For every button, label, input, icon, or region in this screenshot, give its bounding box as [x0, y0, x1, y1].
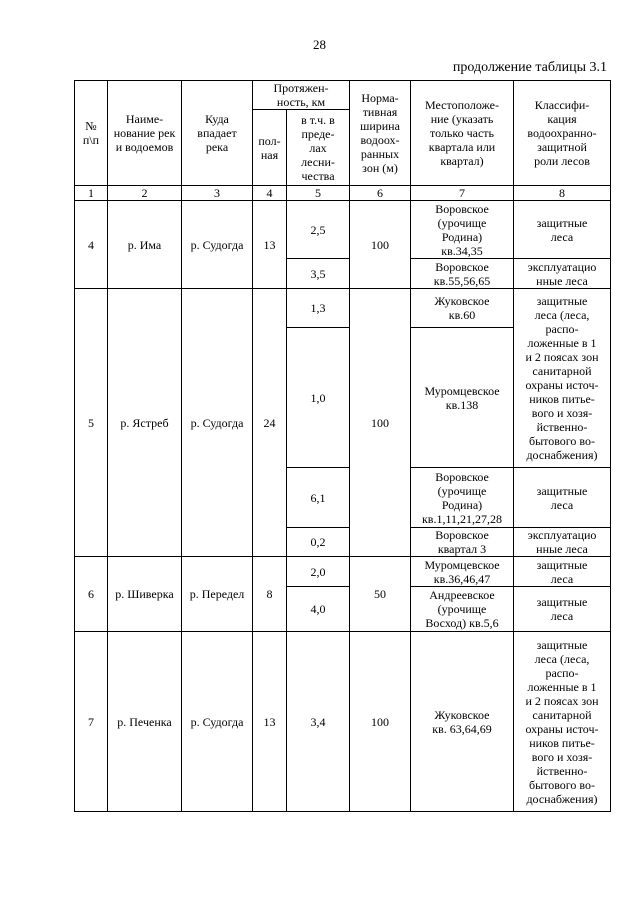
length-full: 13 — [253, 201, 287, 289]
column-number: 1 — [75, 186, 108, 201]
water-protection-table — [74, 80, 611, 812]
length-forestry: 6,1 — [287, 468, 350, 528]
column-number: 7 — [411, 186, 514, 201]
column-number: 5 — [287, 186, 350, 201]
river-name: р. Печенка — [108, 632, 182, 812]
location: Жуковское кв. 63,64,69 — [411, 632, 514, 812]
flows-into: р. Судогда — [182, 632, 253, 812]
table-continuation-label: продолжение таблицы 3.1 — [452, 60, 607, 75]
column-number: 4 — [253, 186, 287, 201]
length-forestry: 3,4 — [287, 632, 350, 812]
river-name: р. Има — [108, 201, 182, 289]
header-width: Норма- тивная ширина водоох- ранных зон (м) — [350, 81, 411, 186]
header-name: Наиме- нование рек и водоемов — [108, 81, 182, 186]
column-number: 2 — [108, 186, 182, 201]
table-row — [75, 632, 611, 812]
location: Воровское (урочище Родина) кв.1,11,21,27,28 — [411, 468, 514, 528]
header-num: № п\п — [75, 81, 108, 186]
location: Воровское квартал 3 — [411, 528, 514, 557]
zone-width: 100 — [350, 632, 411, 812]
zone-width: 50 — [350, 557, 411, 632]
classification: защитные леса (леса, распо- ложенные в 1 и 2 поясах зон санитарной охраны источ- ников питье- вого и хозя- йственно- бытового во- доснабжения) — [514, 632, 611, 812]
classification: защитные леса — [514, 201, 611, 259]
row-num: 5 — [75, 289, 108, 557]
zone-width: 100 — [350, 201, 411, 289]
table-row — [75, 557, 611, 587]
location: Андреевское (урочище Восход) кв.5,6 — [411, 587, 514, 632]
column-number-row — [75, 186, 611, 201]
length-forestry: 3,5 — [287, 259, 350, 289]
length-full: 8 — [253, 557, 287, 632]
row-num: 4 — [75, 201, 108, 289]
classification: защитные леса — [514, 557, 611, 587]
column-number: 6 — [350, 186, 411, 201]
length-forestry: 4,0 — [287, 587, 350, 632]
length-forestry: 0,2 — [287, 528, 350, 557]
location: Жуковское кв.60 — [411, 289, 514, 328]
header-location: Местоположе- ние (указать только часть квартала или квартал) — [411, 81, 514, 186]
location: Муромцевское кв.138 — [411, 328, 514, 468]
column-number: 8 — [514, 186, 611, 201]
flows-into: р. Судогда — [182, 201, 253, 289]
zone-width: 100 — [350, 289, 411, 557]
header-length-full: пол- ная — [253, 110, 287, 186]
row-num: 6 — [75, 557, 108, 632]
location: Муромцевское кв.36,46,47 — [411, 557, 514, 587]
classification: эксплуатацио нные леса — [514, 259, 611, 289]
classification: защитные леса — [514, 468, 611, 528]
table-row — [75, 289, 611, 328]
length-full: 24 — [253, 289, 287, 557]
header-length-forestry: в т.ч. в преде- лах лесни- чества — [287, 110, 350, 186]
flows-into: р. Судогда — [182, 289, 253, 557]
river-name: р. Шиверка — [108, 557, 182, 632]
row-num: 7 — [75, 632, 108, 812]
header-length-group: Протяжен- ность, км — [253, 81, 350, 110]
location: Воровское (урочище Родина) кв.34,35 — [411, 201, 514, 259]
length-forestry: 2,0 — [287, 557, 350, 587]
length-forestry: 1,3 — [287, 289, 350, 328]
table-row — [75, 201, 611, 259]
classification: защитные леса (леса, распо- ложенные в 1 и 2 поясах зон санитарной охраны источ- ников питье- вого и хозя- йственно- бытового во- доснабжения) — [514, 289, 611, 468]
location: Воровское кв.55,56,65 — [411, 259, 514, 289]
column-number: 3 — [182, 186, 253, 201]
length-full: 13 — [253, 632, 287, 812]
classification: эксплуатацио нные леса — [514, 528, 611, 557]
river-name: р. Ястреб — [108, 289, 182, 557]
classification: защитные леса — [514, 587, 611, 632]
page-number: 28 — [313, 37, 326, 52]
length-forestry: 1,0 — [287, 328, 350, 468]
header-classification: Классифи- кация водоохранно- защитной роли лесов — [514, 81, 611, 186]
header-flows-into: Куда впадает река — [182, 81, 253, 186]
flows-into: р. Передел — [182, 557, 253, 632]
length-forestry: 2,5 — [287, 201, 350, 259]
